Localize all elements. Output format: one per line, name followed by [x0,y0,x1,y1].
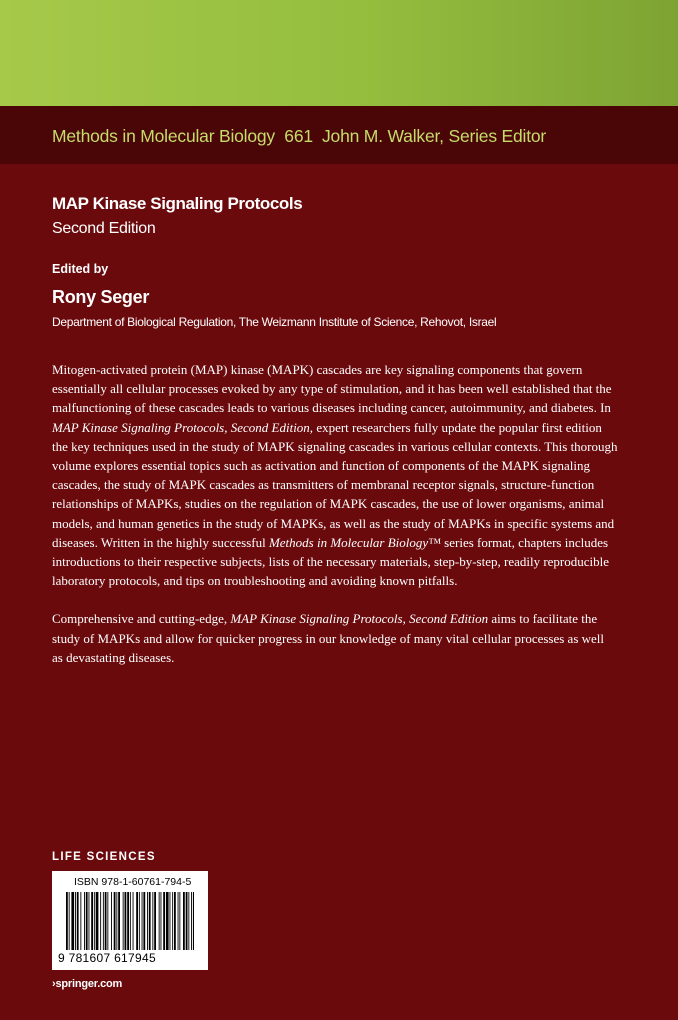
barcode-bar [170,892,171,950]
italic-series: Methods in Molecular Biology™ [268,534,441,550]
barcode-bar [163,892,165,950]
barcode-bar [69,892,70,950]
book-edition: Second Edition [52,220,156,237]
barcode-bar [193,892,194,950]
barcode-bar [77,892,79,950]
barcode-bar [154,892,156,950]
barcode-bar [133,892,134,950]
barcode-bar [179,892,180,950]
barcode-digits: 9 781607 617945 [58,951,156,965]
barcode-bar [114,892,116,950]
barcode-bar [71,892,74,950]
isbn-barcode [52,871,208,970]
barcode-bar [107,892,108,950]
barcode-bar [127,892,129,950]
barcode-bar [186,892,188,950]
barcode-bars [66,892,194,950]
barcode-bar [174,892,176,950]
editor-affiliation: Department of Biological Regulation, The Weizmann Institute of Science, Rehovot, Israel [52,315,497,329]
barcode-bar [86,892,88,950]
barcode-bar [66,892,68,950]
editor-name: Rony Seger [52,287,150,307]
book-title: MAP Kinase Signaling Protocols [52,194,303,213]
series-title: Methods in Molecular Biology 661 [52,126,313,146]
barcode-bar [96,892,99,950]
barcode-bar [188,892,189,950]
barcode-bar [75,892,76,950]
barcode-bar [136,892,138,950]
text-run: Comprehensive and cutting-edge, [52,611,231,627]
barcode-bar [142,892,143,950]
barcode-bar [149,892,151,950]
barcode-bar [159,892,160,950]
barcode-bar [103,892,104,950]
barcode-bar [191,892,192,950]
barcode-bar [183,892,185,950]
description-paragraph-1 [52,360,618,590]
italic-title: MAP Kinase Signaling Protocols, Second Edition, [52,419,314,435]
barcode-bar [166,892,169,950]
barcode-bar [172,892,173,950]
barcode-bar [143,892,145,950]
barcode-bar [80,892,81,950]
barcode-bar [161,892,162,950]
barcode-bar [91,892,93,950]
barcode-bar [84,892,85,950]
text-run: expert researchers fully update the popular first edition the key techniques used in the study of MAPK signaling cascades in various cellular contexts. This thorough volume explores essential topics such as activation and function of components of the MAPK signaling cascades, the study of MAPK cascades as transmitters of membranal receptor signals, structure-function relationships of MAPKs, studies on the regulation of MAPK cascades, the use of lower organisms, animal models, and human genetics in the study of MAPKs, as well as the study of MAPKs in specific systems and diseases. Written in the highly successful [52,419,618,550]
edited-by-label: Edited by [52,262,109,276]
isbn-text: ISBN 978-1-60761-794-5 [74,876,192,888]
series-editor: John M. Walker, Series Editor [322,126,547,146]
description-paragraph-2 [52,609,618,667]
barcode-bar [125,892,127,950]
barcode-bar [105,892,107,950]
publisher-link[interactable]: ›springer.com [52,978,123,990]
barcode-bar [116,892,117,950]
series-header [0,106,678,164]
category-label: LIFE SCIENCES [52,851,156,863]
barcode-bar [89,892,90,950]
barcode-bar [178,892,179,950]
barcode-bar [130,892,131,950]
top-color-band [0,0,678,106]
barcode-bar [111,892,112,950]
text-run: Mitogen-activated protein (MAP) kinase (MAPK) cascades are key signaling components that govern essentially all cellular processes evoked by any type of stimulation, and it has been well established that the malfunctioning of these cascades leads to various diseases including cancer, autoimmunity, and diabetes. In [52,362,612,416]
barcode-bar [147,892,148,950]
text-run: series format, chapters includes introductions to their respective subjects, lists of the necessary materials, step-by-step, readily reproducible laboratory protocols, and tips on troubleshooting and avoiding known pitfalls. [52,534,610,589]
italic-title: MAP Kinase Signaling Protocols, Second Edition [230,611,489,627]
barcode-bar [100,892,101,950]
barcode-bar [123,892,124,950]
description [52,360,618,667]
barcode-bar [94,892,95,950]
barcode-bar [118,892,120,950]
barcode-bar [152,892,153,950]
text-run: aims to facilitate the study of MAPKs and allow for quicker progress in our knowledge of many vital cellular processes as well as devastating diseases. [52,611,605,665]
barcode-bar [139,892,140,950]
